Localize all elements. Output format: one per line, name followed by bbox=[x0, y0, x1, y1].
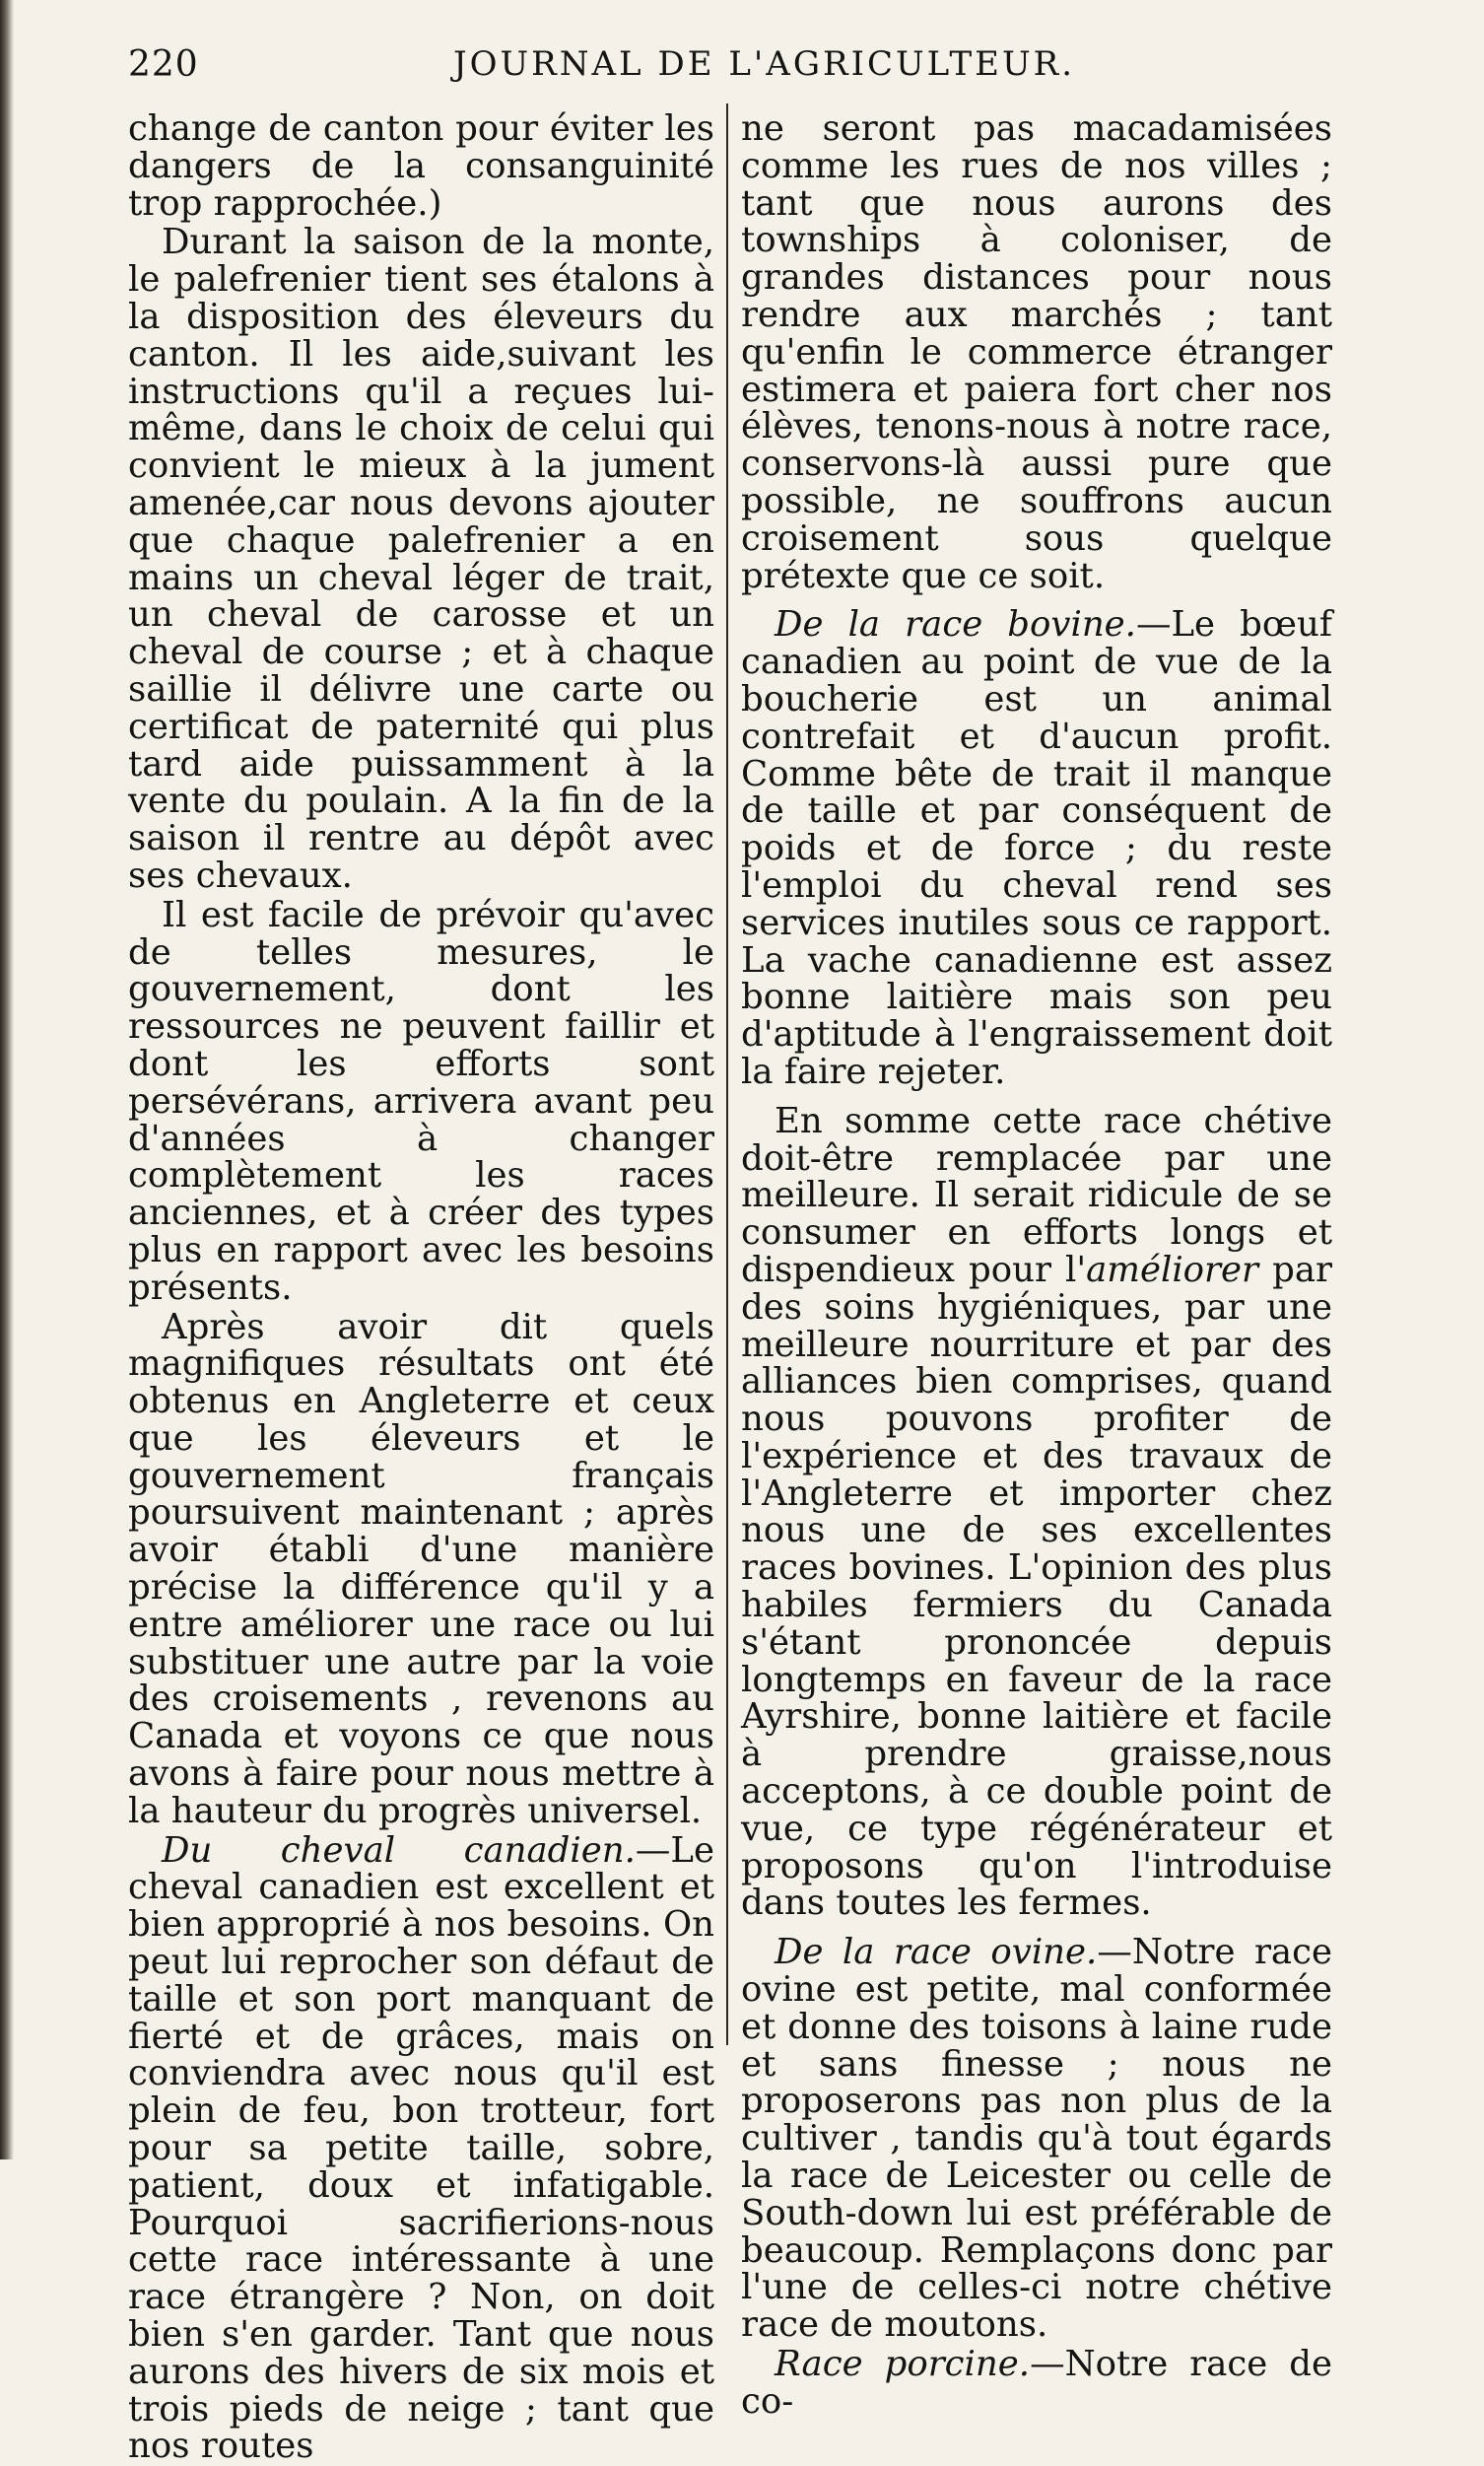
paragraph-text: En somme cette race chétive doit-être remplacée par une meilleure. Il serait ridicule de se consumer en efforts longs et dispendieux pour l' bbox=[741, 1100, 1332, 1290]
binding-gutter bbox=[0, 0, 14, 2159]
paragraph: Durant la saison de la monte, le palefrenier tient ses étalons à la disposition des éleveurs du canton. Il les aide,suivant les instructions qu'il a reçues lui-même, dans le choix de celui qui convient le mieux à la jument amenée,car nous devons ajouter que chaque palefrenier a en mains un cheval léger de trait, un cheval de carosse et un cheval de course ; et à chaque saillie il délivre une carte ou certificat de paternité qui plus tard aide puissamment à la vente du poulain. A la fin de la saison il rentre au dépôt avec ses chevaux. bbox=[128, 222, 714, 896]
right-column bbox=[741, 110, 1332, 2421]
section-heading: De la race bovine. bbox=[775, 604, 1136, 646]
section-heading: Race porcine. bbox=[775, 2344, 1031, 2385]
paragraph bbox=[741, 1100, 1332, 1924]
paragraph-continuation: change de canton pour éviter les dangers de la consanguinité trop rapprochée.) bbox=[128, 108, 714, 224]
section-heading: Du cheval canadien. bbox=[162, 1829, 636, 1871]
left-column bbox=[128, 110, 714, 2465]
page-header bbox=[128, 44, 1340, 103]
section-body: —Le cheval canadien est excellent et bien approprié à nos besoins. On peut lui reprocher son défaut de taille et son port manquant de fierté et de grâces, mais on conviendra avec nous qu'il est plein de feu, bon trotteur, fort pour sa petite taille, sobre, patient, doux et infatigable. Pourquoi sacrifierions-nous cette race intéressante à une race étrangère ? Non, on doit bien s'en garder. Tant que nous aurons des hivers de six mois et trois pieds de neige ; tant que nos routes bbox=[128, 1829, 714, 2466]
section-race-porcine bbox=[741, 2346, 1332, 2421]
section-body: —Notre race de co- bbox=[741, 2344, 1332, 2422]
paragraph-continuation: ne seront pas macadamisées comme les rues de nos villes ; tant que nous aurons des townships à coloniser, de grandes distances pour nous rendre aux marchés ; tant qu'enfin le commerce étranger estimera et paiera fort cher nos élèves, tenons-nous à notre race, conservons-là aussi pure que possible, ne souffrons aucun croisement sous quelque prétexte que ce soit. bbox=[741, 108, 1332, 596]
section-body: —Le bœuf canadien au point de vue de la boucherie est un animal contrefait et d'aucun profit. Comme bête de trait il manque de taille et par conséquent de poids et de force ; du reste l'emploi du cheval rend ses services inutiles sous ce rapport. La vache canadienne est assez bonne laitière mais son peu d'aptitude à l'engraissement doit la faire rejeter. bbox=[741, 604, 1332, 1092]
section-cheval-canadien bbox=[128, 1829, 714, 2466]
column-divider bbox=[726, 103, 728, 2045]
section-body: —Notre race ovine est petite, mal conformée et donne des toisons à laine rude et sans finesse ; nous ne proposerons pas non plus de la cultiver , tandis qu'à tout égards la race de Leicester ou celle de South-down lui est préférable de beaucoup. Remplaçons donc par l'une de celles-ci notre chétive race de moutons. bbox=[741, 1932, 1332, 2346]
paragraph: Il est facile de prévoir qu'avec de telles mesures, le gouvernement, dont les ressources ne peuvent faillir et dont les efforts sont persévérans, arrivera avant peu d'années à changer complètement les races anciennes, et à créer des types plus en rapport avec les besoins présents. bbox=[128, 894, 714, 1308]
paragraph: Après avoir dit quels magnifiques résultats ont été obtenus en Angleterre et ceux que les éleveurs et le gouvernement français poursuivent maintenant ; après avoir établi d'une manière précise la différence qu'il y a entre améliorer une race ou lui substituer une autre par la voie des croisements , revenons au Canada et voyons ce que nous avons à faire pour nous mettre à la hauteur du progrès universel. bbox=[128, 1306, 714, 1831]
paragraph-text: par des soins hygiéniques, par une meilleure nourriture et par des alliances bien comprises, quand nous pouvons profiter de l'expérience et des travaux de l'Angleterre et importer chez nous une de ses excellentes races bovines. L'opinion des plus habiles fermiers du Canada s'étant prononcée depuis longtemps en faveur de la race Ayrshire, bonne laitière et facile à prendre graisse,nous acceptons, à ce double point de vue, ce type régénérateur et proposons qu'on l'introduise dans toutes les fermes. bbox=[741, 1249, 1332, 1924]
running-title: JOURNAL DE L'AGRICULTEUR. bbox=[453, 44, 1076, 84]
section-race-ovine bbox=[741, 1934, 1332, 2344]
section-race-bovine bbox=[741, 606, 1332, 1090]
page-number: 220 bbox=[128, 44, 199, 85]
section-heading: De la race ovine. bbox=[775, 1932, 1098, 1973]
emphasis: améliorer bbox=[1086, 1249, 1259, 1290]
